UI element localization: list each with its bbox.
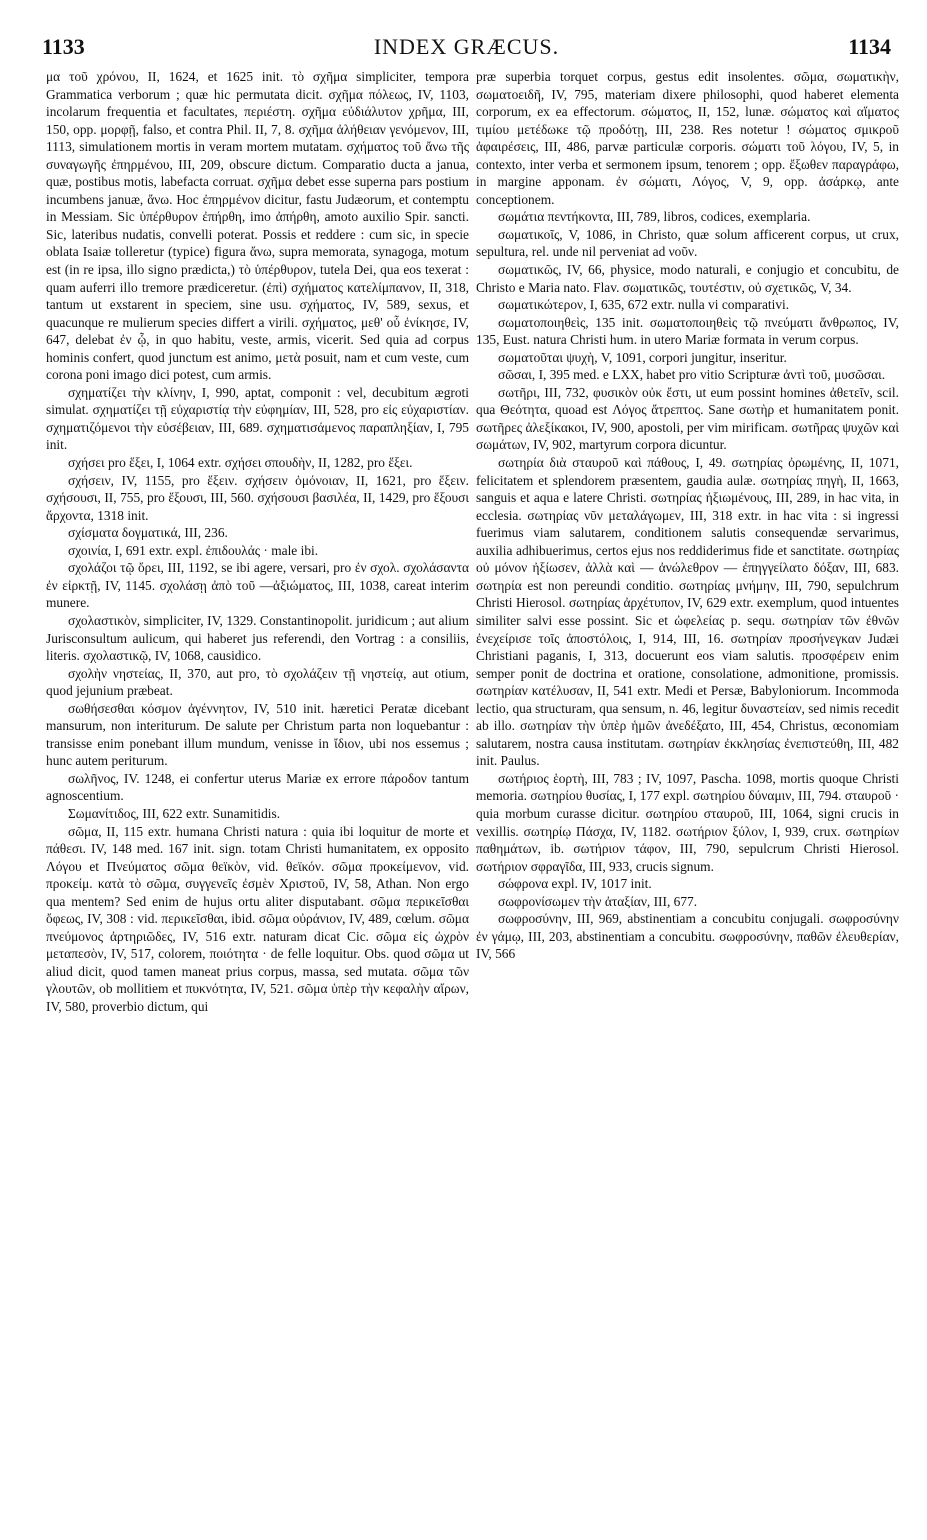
entry: σχολὴν νηστείας, II, 370, aut pro, τὸ σχολάζειν τῇ νηστείᾳ, aut otium, quod jejunium præbeat. <box>46 665 469 699</box>
entry: σχολαστικὸν, simpliciter, IV, 1329. Constantinopolit. juridicum ; aut alium Jurisconsultum aulicum, qui haberet jus referendi, den Vortrag : a consiliis, literis. σχολαστικῷ, IV, 1068, causidico. <box>46 612 469 664</box>
entry: σωματικῶς, IV, 66, physice, modo naturali, e conjugio et concubitu, de Christo e Maria nato. Flav. σωματικῶς, τουτέστιν, οὐ σχετικῶς, V, 34. <box>476 262 899 295</box>
entry: σῶσαι, I, 395 med. e LXX, habet pro vitio Scripturæ ἀντὶ τοῦ, μυσῶσαι. <box>498 367 886 383</box>
entry: σωματοῦται ψυχὴ, V, 1091, corpori jungitur, inseritur. <box>498 349 787 365</box>
page-number-right: 1134 <box>848 34 891 59</box>
running-header <box>42 34 891 60</box>
left-column <box>46 68 469 1508</box>
entry: σχοινία, I, 691 extr. expl. ἐπιδουλάς · male ibi. <box>68 542 319 558</box>
entry: σωτηρία διὰ σταυροῦ καὶ πάθους, I, 49. σωτηρίας ὀρωμένης, II, 1071, felicitatem et splendorem præsentem, gaudia aulæ. σωτηρίας πηγὴ, II, 1663, sanguis et aqua e latere Christi. σωτηρίας ἠξιωμένους, III, 289, in hac vita, in ecclesia. σωτηρίας νῦν μεταλάγωμεν, III, 318 extr. in hac vita : si ingressi fuerimus viam salutarem, conditionem salutis consequendæ servarimus, auxilia adhibuerimus, certos ejus nos reddiderimus fide et sanctitate. σωτηρίας οὐ μόνον ἠξίωσεν, ἀλλὰ καὶ — ἀνώλεθρον — ἐπηγγείλατο δόξαν, III, 683. σωτηρία est non pereundi conditio. σωτηρίας μνήμην, III, 790, sepulchrum Christi Hierosol. σωτηρίας ἀρχέτυπον, IV, 629 extr. exemplum, quod intuentes similiter salvi esse possint. Sic et ὠφελείας p. sequ. σωτηρίαν τῶν ἐθνῶν ἐνεχείρισε τοῖς ἀποστόλοις, I, 914, III, 16. σωτηρίαν προσήνεγκαν Judæi Christiani paganis, I, 313, docuerunt eos viam salutis. προσφέρειν enim semper ponit de doctrina et oratione, consolatione, admonitione, promissis. σωτηρίαν κατέλυσαν, II, 541 extr. Medi et Persæ, Babyloniorum. Incommoda lectio, qua structuram, qua sensum, n. 46, legitur δυναστείαν, sed nimis recedit ab illo. σωτηρίαν τὴν ὑπὲρ ἡμῶν ἀνεδέξατο, III, 454, Christus, œconomiam salutarem, nostra causa institutam. σωτηρίαν ἐκκλησίας ἐνεπιστεύθη, III, 482 init. Paulus. <box>476 455 899 769</box>
entry: μα τοῦ χρόνου, II, 1624, et 1625 init. τὸ σχῆμα simpliciter, tempora Grammatica verborum ; quæ hic permutata dicit. σχῆμα πόλεως, IV, 1103, incolarum frequentia et facultates, περιέστη. σχῆμα εὐδιάλυτον χρῆμα, III, 150, opp. μορφῇ, falso, et contra Phil. II, 7, 8. σχῆμα ἀλήθειαν γενόμενον, III, 1113, simulationem mortis in veram mortem mutatam. σχήματος τοῦ ἄνω τῆς συναγωγῆς ἐπηρμένου, III, 209, obscure dictum. Comparatio ducta a janua, quæ, postibus motis, labefacta corruat. σχῆμα debet esse superna pars postium incumbens januæ, ἄνω. Hoc ἐπηρμένον dicitur, fastu Judæorum, et contemptu in Messiam. Sic ὑπέρθυρον ἐπήρθη, imo ἀπήρθη, amoto auxilio Spir. sancti. Sic, lateribus nudatis, convelli poterat. Possis et reddere : cum sic, in specie oblata Isaiæ tolleretur (typice) figura ἄνω, supra memorata, synagoga, motum est (in re ipsa, illo signo prædicta,) τὸ ὑπέρθυρον, tutela Dei, qua eos texerat : quam auferri illo tremore prædiceretur. (ἐπὶ) σχήματος κατελίμπανον, II, 318, tantum ut exstarent in speciem, sine usu. σχήματος, IV, 589, sexus, et quacunque re mulierum species differt a virili. σχήματος, μεθ' οὗ ἐνίκησε, IV, 647, delebat ἐν ᾧ, in quo habitu, veste, armis, vicerit. Sed quia ad corpus hominis confert, quod junctum est animo, μετὰ posuit, nam et cum veste, cum corona poni imago dici potest, cum armis. <box>46 69 469 383</box>
entry: σωτῆρι, III, 732, φυσικὸν οὐκ ἔστι, ut eum possint homines ἀθετεῖν, scil. qua Θεότητα, quoad est Λόγος ἄτρεπτος. Sane σωτὴρ et humanitatem ponit. σωτῆρες ἀλεξίκακοι, IV, 900, apostoli, per vim mirificam. σωτῆρας ψυχῶν καὶ σωμάτων, IV, 902, martyrum corpora dicuntur. <box>476 384 899 453</box>
entry: σωλῆνος, IV. 1248, ei confertur uterus Mariæ ex errore πάροδον tantum agnoscentium. <box>46 770 469 804</box>
entry: σωθήσεσθαι κόσμον ἀγέννητον, IV, 510 init. hæretici Peratæ dicebant mansurum, non interiturum. De salute per Christum parta non loquebantur : transisse enim ponebant illum mundum, venisse in ἴδιον, ubi nos essemus ; hunc autem periturum. <box>46 700 469 769</box>
entry: σωφρονίσωμεν τὴν ἀταξίαν, III, 677. <box>498 893 698 909</box>
entry: σχολάζοι τῷ ὄρει, III, 1192, se ibi agere, versari, pro ἐν σχολ. σχολάσαντα ἐν εἰρκτῇ, IV, 1145. σχολάσῃ ἀπὸ τοῦ —ἀξιώματος, III, 1038, careat interim munere. <box>46 560 469 611</box>
entry: præ superbia torquet corpus, gestus edit insolentes. σῶμα, σωματικὴν, σωματοειδῆ, IV, 795, materiam dixere philosophi, quod haberet elementa corporum, ex ea effectorum. σώματος, II, 152, lunæ. σώματος καὶ αἵματος τιμίου μετέδωκε τῷ προδότῃ, III, 238. Res notetur ! σώματος σμικροῦ ἀφαιρέσεις, III, 486, parvæ particulæ corporis. σώματι τοῦ λόγου, IV, 5, in contexto, inter verba et sermonem ipsum, tenorem ; opp. ἔξωθεν παραγράφω, in margine apponam. ἐν σώματι, Λόγος, V, 9, opp. ἀσάρκῳ, ante conceptionem. <box>476 69 899 207</box>
entry: σχήσειν, IV, 1155, pro ἕξειν. σχήσειν ὁμόνοιαν, II, 1621, pro ἕξειν. σχήσουσι, II, 755, pro ἕξουσι, III, 560. σχήσουσι βασιλέα, II, 1429, pro ἕξουσι ἄρχοντα, 1318 init. <box>46 472 469 523</box>
entry: σωφροσύνην, III, 969, abstinentiam a concubitu conjugali. σωφροσύνην ἐν γάμῳ, III, 203, abstinentiam a concubitu. σωφροσύνην, παθῶν ἐλευθερίαν, IV, 566 <box>476 911 899 962</box>
entry: σχίσματα δογματικά, III, 236. <box>68 525 228 541</box>
page-number-left: 1133 <box>42 34 85 59</box>
entry: σχηματίζει τὴν κλίνην, I, 990, aptat, componit : vel, decubitum ægroti simulat. σχηματίζει τῇ εὐχαριστίᾳ τὴν εὐφημίαν, III, 528, pro εἰς εὐχαριστίαν. σχηματιζόμενοι τὴν εὐσέβειαν, III, 689. σχηματισάμενος παραπληξίαν, I, 795 init. <box>46 384 469 453</box>
entry: σώφρονα expl. IV, 1017 init. <box>498 876 652 892</box>
entry: σωματικοῖς, V, 1086, in Christo, quæ solum afficerent corpus, ut crux, sepultura, rel. unde nil perveniat ad νοῦν. <box>476 226 899 260</box>
right-column <box>476 68 899 1508</box>
entry: σχήσει pro ἕξει, I, 1064 extr. σχήσει σπουδὴν, II, 1282, pro ἕξει. <box>68 455 413 471</box>
entry: Σωμανίτιδος, III, 622 extr. Sunamitidis. <box>68 805 281 821</box>
entry: σῶμα, II, 115 extr. humana Christi natura : quia ibi loquitur de morte et πάθεσι. IV, 148 med. 167 init. sign. totam Christi humanitatem, ex opposito Λόγου et Πνεύματος σῶμα θεϊκὸν, vid. θεϊκόν. σῶμα προκείμενον, vid. προκείμ. κατὰ τὸ σῶμα, συγγενεῖς ἐσμὲν Χριστοῦ, IV, 58, Athan. Non ergo qua mentem? Sed enim de hujus ortu aliter disputabant. σῶμα περικεῖσθαι ὄφεως, IV, 308 : vid. περικεῖσθαι, ibid. σῶμα οὐράνιον, IV, 489, cœlum. σῶμα πνεύμονος ἀρτηριῶδες, IV, 516 extr. naturam dicat Cic. σῶμα εἰς ὠχρὸν μεταπεσὸν, IV, 517, colorem, ποιότητα · de felle loquitur. Obs. quod σῶμα ut aliud dicit, quod tamen maneat prius corpus, massa, sed mutata. σῶμα τῶν γλουτῶν, ob mollitiem et πυκνότητα, IV, 521. σῶμα ὑπὲρ τὴν κεφαλὴν αἴρων, IV, 580, proverbio dictum, qui <box>46 823 469 1014</box>
entry: σωματοποιηθεὶς, 135 init. σωματοποιηθεὶς τῷ πνεύματι ἄνθρωπος, IV, 135, Eust. natura Christi hum. in utero Mariæ formata in verum corpus. <box>476 314 899 348</box>
entry: σωματικώτερον, I, 635, 672 extr. nulla vi comparativi. <box>498 297 790 313</box>
page-title: INDEX GRÆCUS. <box>373 34 560 59</box>
entry: σωμάτια πεντήκοντα, III, 789, libros, codices, exemplaria. <box>498 209 811 225</box>
entry: σωτήριος ἑορτὴ, III, 783 ; IV, 1097, Pascha. 1098, mortis quoque Christi memoria. σωτηρίου θυσίας, I, 177 expl. σωτηρίου δύναμιν, III, 794. σταυροῦ · quia morbum curasse dicitur. σωτηρίου σταυροῦ, III, 1064, signi crucis in vexillis. σωτηρίῳ Πάσχα, IV, 1182. σωτήριον ξύλον, I, 939, crux. σωτηρίων παθημάτων, ib. σωτήριον τάφον, III, 790, sepulcrum Christi Hierosol. σωτήριον σφραγῖδα, III, 933, crucis signum. <box>476 770 899 874</box>
